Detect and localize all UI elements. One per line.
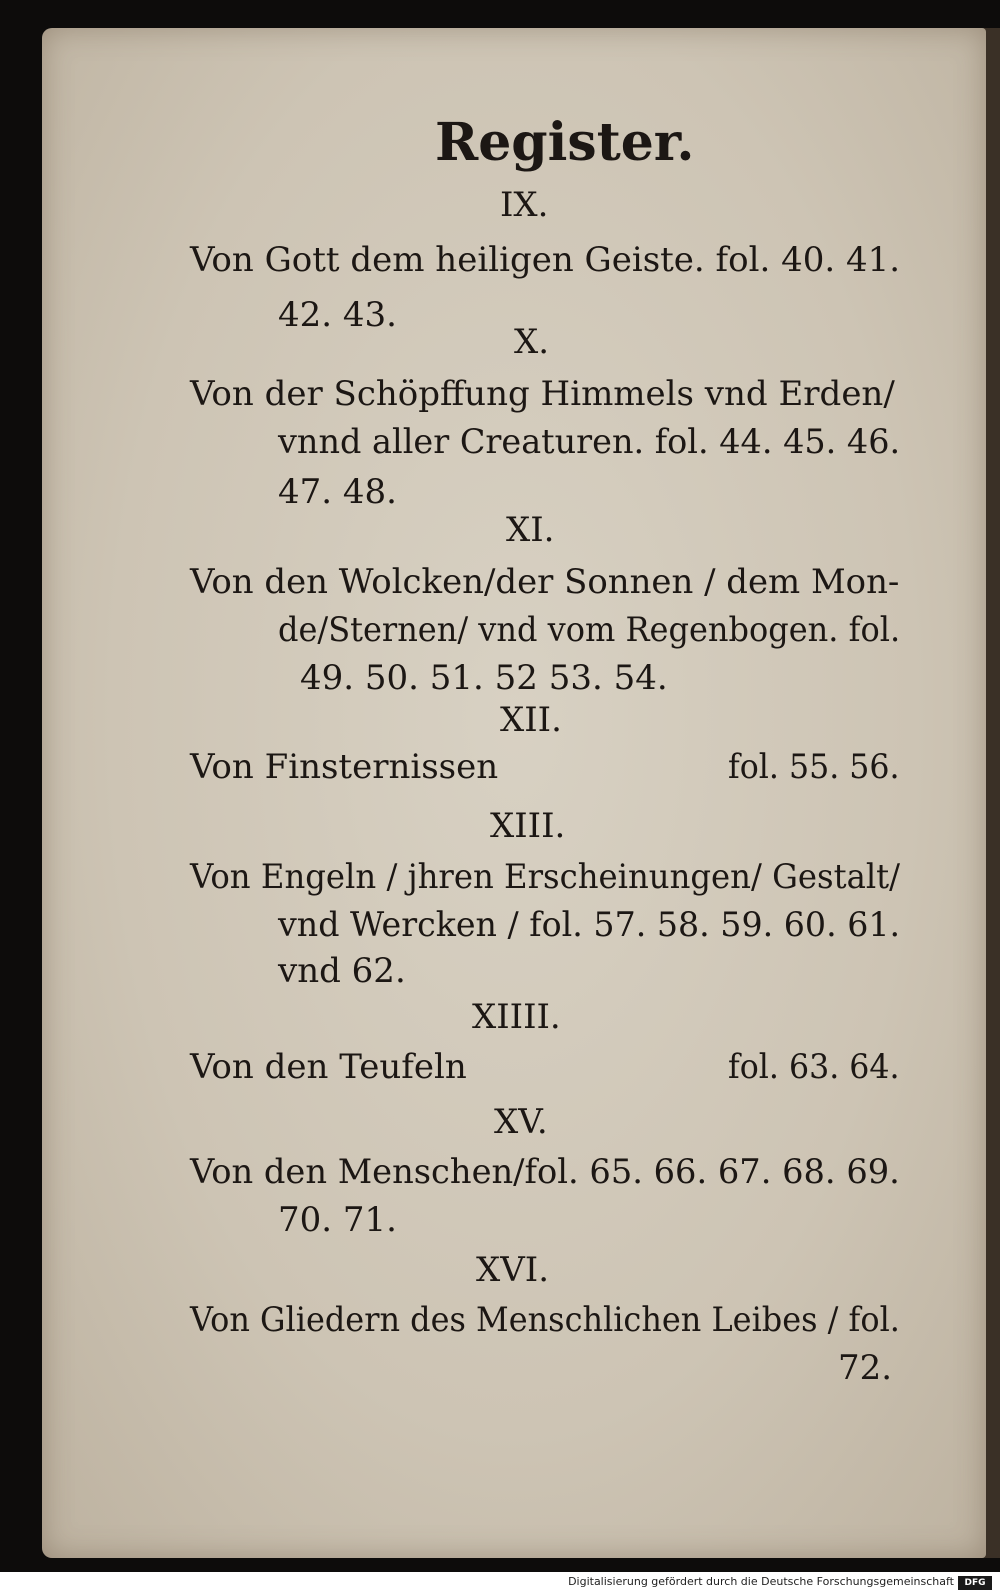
section-numeral: X. bbox=[514, 322, 550, 362]
dfg-logo: DFG bbox=[958, 1576, 992, 1590]
section-numeral: XVI. bbox=[476, 1250, 549, 1290]
section-numeral: IX. bbox=[500, 185, 549, 225]
section-numeral: XIII. bbox=[490, 806, 566, 846]
entry-line: 49. 50. 51. 52 53. 54. bbox=[300, 658, 668, 698]
entry-line: 42. 43. bbox=[278, 295, 397, 335]
funding-credit: Digitalisierung gefördert durch die Deutsche Forschungsgemeinschaft bbox=[568, 1575, 954, 1588]
section-numeral: XII. bbox=[500, 700, 562, 740]
entry-line: Von der Schöpffung Himmels vnd Erden/ bbox=[190, 374, 895, 414]
entry-line: Von den Teufeln bbox=[190, 1047, 467, 1087]
section-numeral: XV. bbox=[494, 1102, 548, 1142]
entry-line: Von den Wolcken/der Sonnen / dem Mon- bbox=[190, 562, 900, 602]
entry-line: vnd 62. bbox=[278, 951, 406, 991]
entry-line: Von den Menschen/fol. 65. 66. 67. 68. 69. bbox=[190, 1152, 900, 1192]
entry-line: vnnd aller Creaturen. fol. 44. 45. 46. bbox=[278, 422, 901, 462]
entry-folio: fol. 55. 56. bbox=[728, 747, 900, 787]
entry-line: Von Gliedern des Menschlichen Leibes / fol. bbox=[190, 1300, 900, 1340]
entry-line: 70. 71. bbox=[278, 1200, 397, 1240]
footer-bar bbox=[0, 1572, 1000, 1594]
entry-folio: fol. 63. 64. bbox=[728, 1047, 900, 1087]
entry-line: de/Sternen/ vnd vom Regenbogen. fol. bbox=[278, 610, 901, 650]
entry-line: Von Engeln / jhren Erscheinungen/ Gestalt/ bbox=[190, 857, 901, 897]
entry-folio: 72. bbox=[838, 1348, 893, 1388]
entry-line: Von Gott dem heiligen Geiste. fol. 40. 41. bbox=[190, 240, 901, 280]
entry-line: Von Finsternissen bbox=[190, 747, 499, 787]
section-numeral: XI. bbox=[506, 510, 555, 550]
section-numeral: XIIII. bbox=[472, 997, 561, 1037]
entry-line: vnd Wercken / fol. 57. 58. 59. 60. 61. bbox=[278, 905, 901, 945]
entry-line: 47. 48. bbox=[278, 472, 397, 512]
page-title: Register. bbox=[435, 112, 695, 173]
